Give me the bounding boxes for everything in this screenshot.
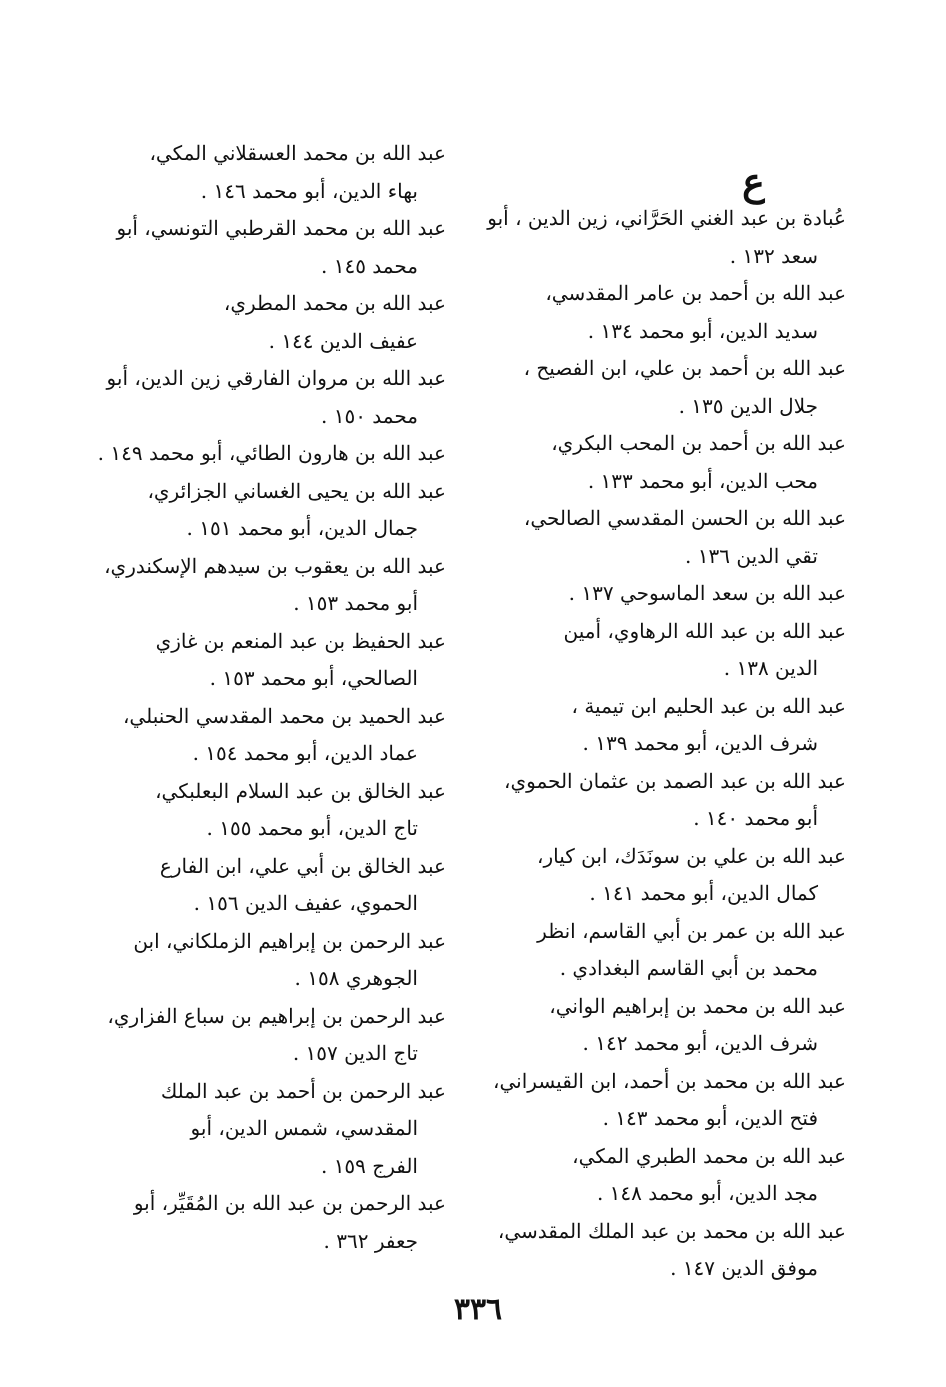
index-entry: [481, 275, 846, 350]
entry-line: عبد الرحمن بن إبراهيم بن سباع الفزاري،: [107, 1003, 446, 1028]
entry-line: عبد الله بن أحمد بن عامر المقدسي،: [545, 281, 846, 305]
index-entry: [76, 210, 446, 285]
index-entry: [481, 613, 846, 688]
entry-line: عبد الله بن مروان الفارقي زين الدين، أبو: [106, 366, 446, 390]
entry-continuation: الدين ١٣٨ .: [723, 656, 818, 680]
index-entry: [76, 135, 446, 210]
index-entry: [76, 623, 446, 698]
entry-line: عبد الله بن محمد العسقلاني المكي،: [149, 141, 446, 165]
entry-line: عبد الله بن محمد بن عبد الملك المقدسي،: [497, 1218, 846, 1243]
right-column: [481, 159, 846, 1288]
entry-continuation: عماد الدين، أبو محمد ١٥٤ .: [192, 741, 418, 765]
index-entry: [481, 838, 846, 913]
entry-continuation: أبو محمد ١٥٣ .: [293, 591, 418, 615]
entry-continuation: جمال الدين، أبو محمد ١٥١ .: [186, 516, 418, 540]
entry-line: عبد الرحمن بن أحمد بن عبد الملك: [160, 1078, 446, 1103]
index-entry: [76, 435, 446, 473]
entry-line: عبد الرحمن بن إبراهيم الزملكاني، ابن: [133, 928, 446, 953]
page-number: ٣٣٦: [453, 1292, 503, 1327]
entry-continuation: عفيف الدين ١٤٤ .: [268, 328, 418, 353]
index-entry: [76, 473, 446, 548]
entry-line: عبد الله بن عبد الصمد بن عثمان الحموي،: [504, 768, 846, 793]
entry-continuation: موفق الدين ١٤٧ .: [670, 1256, 818, 1280]
entry-continuation: الفرج ١٥٩ .: [320, 1153, 418, 1178]
entry-continuation: مجد الدين، أبو محمد ١٤٨ .: [596, 1181, 818, 1205]
entry-continuation: محمد ١٤٥ .: [321, 253, 418, 278]
index-entry: [481, 763, 846, 838]
entry-continuation: محب الدين، أبو محمد ١٣٣ .: [587, 468, 818, 493]
entry-continuation: كمال الدين، أبو محمد ١٤١ .: [589, 881, 818, 905]
entry-continuation: شرف الدين، أبو محمد ١٤٢ .: [582, 1031, 818, 1055]
index-entry: [481, 350, 846, 425]
index-entry: [76, 1073, 446, 1186]
index-entry: [481, 425, 846, 500]
index-entry: [76, 548, 446, 623]
index-entry: [76, 285, 446, 360]
entry-continuation: بهاء الدين، أبو محمد ١٤٦ .: [200, 178, 418, 203]
entry-continuation: الجوهري ١٥٨ .: [294, 966, 418, 990]
index-entry: [481, 200, 846, 275]
index-entry: [481, 688, 846, 763]
entry-line: عُبادة بن عبد الغني الحَرَّاني، زين الدين ، أبو: [487, 206, 846, 230]
index-entry: [481, 913, 846, 988]
entry-continuation: سديد الدين، أبو محمد ١٣٤ .: [587, 318, 818, 343]
index-entry: [76, 1185, 446, 1260]
entry-continuation: فتح الدين، أبو محمد ١٤٣ .: [602, 1106, 818, 1130]
index-entry: [76, 923, 446, 998]
entry-continuation: جعفر ٣٦٢ .: [323, 1228, 418, 1253]
index-entry: [76, 698, 446, 773]
index-entry: [481, 1213, 846, 1288]
index-entry: [76, 360, 446, 435]
entry-continuation: المقدسي، شمس الدين، أبو: [190, 1116, 418, 1140]
entry-continuation: سعد ١٣٢ .: [729, 243, 818, 268]
entry-line: عبد الله بن يعقوب بن سيدهم الإسكندري،: [104, 553, 446, 578]
entry-line: عبد الله بن أحمد بن المحب البكري،: [551, 431, 846, 455]
entry-line: عبد الله بن الحسن المقدسي الصالحي،: [523, 506, 846, 530]
entry-continuation: جلال الدين ١٣٥ .: [678, 393, 818, 418]
entry-line: عبد الله بن سعد الماسوحي ١٣٧ .: [568, 581, 846, 605]
entry-line: عبد الله بن أحمد بن علي، ابن الفصيح ،: [523, 356, 846, 380]
entry-line: عبد الخالق بن أبي علي، ابن الفارع: [159, 853, 446, 878]
entry-continuation: تقي الدين ١٣٦ .: [685, 543, 818, 568]
entry-line: عبد الحميد بن محمد المقدسي الحنبلي،: [122, 703, 446, 728]
section-letter-heading: ع: [742, 159, 765, 204]
entry-continuation: الحموي، عفيف الدين ١٥٦ .: [193, 891, 418, 915]
entry-line: عبد الله بن علي بن سونَدَك، ابن كيار،: [537, 843, 846, 868]
index-entry: [76, 773, 446, 848]
entry-continuation: شرف الدين، أبو محمد ١٣٩ .: [582, 731, 818, 755]
index-entry: [481, 1063, 846, 1138]
index-entry: [76, 998, 446, 1073]
entry-continuation: محمد بن أبي القاسم البغدادي .: [559, 956, 818, 980]
entry-line: عبد الله بن يحيى الغساني الجزائري،: [147, 478, 446, 503]
entry-line: عبد الله بن هارون الطائي، أبو محمد ١٤٩ .: [97, 441, 446, 465]
index-entry: [481, 575, 846, 613]
index-entry: [481, 988, 846, 1063]
entry-continuation: أبو محمد ١٤٠ .: [693, 806, 818, 830]
entry-continuation: تاج الدين، أبو محمد ١٥٥ .: [206, 816, 418, 840]
entry-line: عبد الله بن عبد الحليم ابن تيمية ،: [571, 693, 846, 718]
entry-line: عبد الله بن محمد بن أحمد، ابن القيسراني،: [493, 1068, 846, 1093]
entry-continuation: تاج الدين ١٥٧ .: [292, 1041, 418, 1065]
entry-line: عبد الحفيظ بن عبد المنعم بن غازي: [155, 628, 446, 653]
entry-line: عبد الله بن محمد المطري،: [223, 291, 446, 315]
entry-line: عبد الله بن عبد الله الرهاوي، أمين: [563, 618, 846, 643]
index-entry: [76, 848, 446, 923]
entry-continuation: الصالحي، أبو محمد ١٥٣ .: [209, 666, 418, 690]
left-column: [76, 135, 446, 1260]
entry-continuation: محمد ١٥٠ .: [321, 403, 418, 428]
entry-line: عبد الله بن محمد القرطبي التونسي، أبو: [116, 216, 446, 240]
index-entry: [481, 500, 846, 575]
entry-line: عبد الرحمن بن عبد الله بن المُقَيِّر، أبو: [133, 1191, 446, 1215]
entry-line: عبد الله بن عمر بن أبي القاسم، انظر: [537, 918, 846, 943]
entry-line: عبد الله بن محمد بن إبراهيم الواني،: [549, 993, 846, 1018]
entry-line: عبد الله بن محمد الطبري المكي،: [572, 1143, 846, 1168]
entry-line: عبد الخالق بن عبد السلام البعلبكي،: [155, 778, 446, 803]
index-entry: [481, 1138, 846, 1213]
